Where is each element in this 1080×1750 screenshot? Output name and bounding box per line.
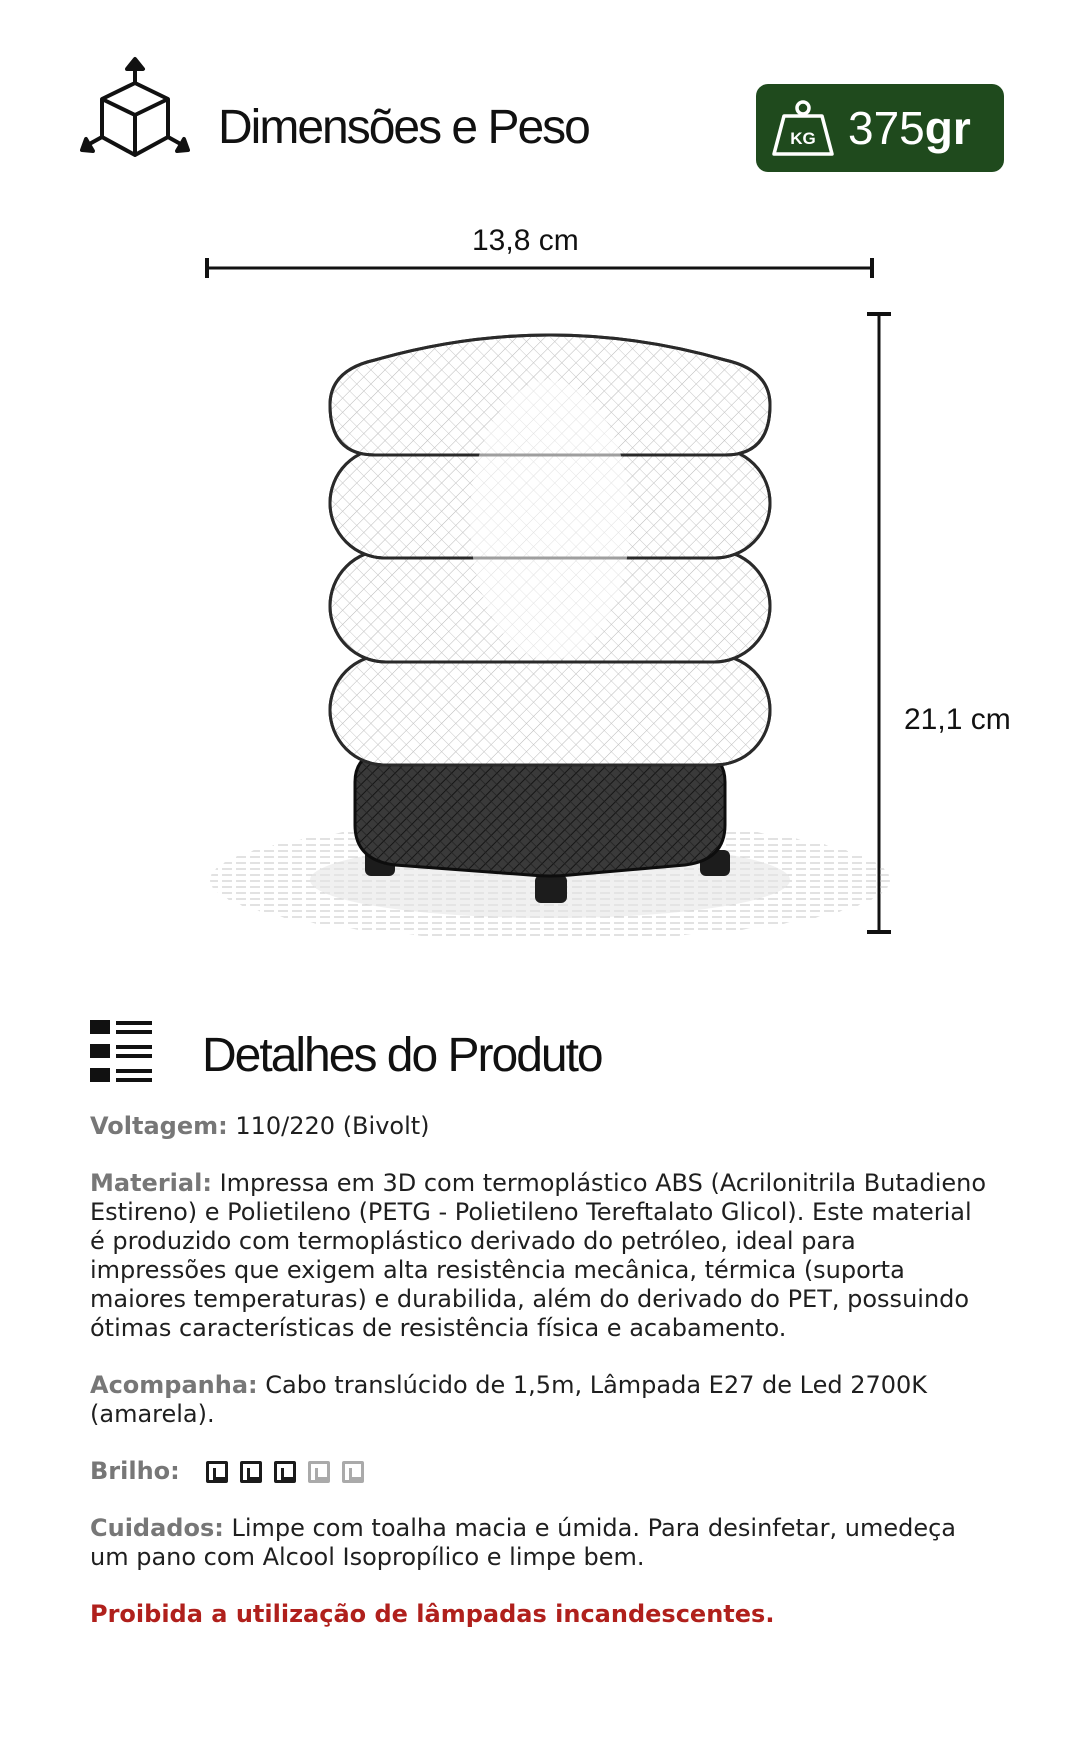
list-details-icon <box>90 1020 152 1082</box>
brightness-rating <box>206 1461 364 1483</box>
details-title: Detalhes do Produto <box>202 1029 602 1082</box>
width-dimension-line <box>200 256 880 280</box>
brilho-row: Brilho: <box>90 1457 990 1486</box>
brightness-level-icon <box>308 1461 330 1483</box>
weight-badge <box>756 84 1004 172</box>
weight-value: 375gr <box>848 102 971 154</box>
brightness-level-icon <box>240 1461 262 1483</box>
cuidados-row: Cuidados: Limpe com toalha macia e úmida. Para desinfetar, umedeça um pano com Alcool Isopropílico e limpe bem. <box>90 1514 956 1571</box>
details-section <box>90 1112 990 1657</box>
acompanha-row: Acompanha: Cabo translúcido de 1,5m, Lâmpada E27 de Led 2700K (amarela). <box>90 1371 928 1428</box>
lamp-illustration <box>180 320 900 960</box>
dimensions-title: Dimensões e Peso <box>218 101 589 154</box>
brightness-level-icon <box>206 1461 228 1483</box>
brightness-level-icon <box>274 1461 296 1483</box>
brightness-level-icon <box>342 1461 364 1483</box>
height-label: 21,1 cm <box>904 703 1011 736</box>
width-label: 13,8 cm <box>472 224 579 257</box>
material-row: Material: Impressa em 3D com termoplástico ABS (Acrilonitrila Butadieno Estireno) e Polietileno (PETG - Polietileno Tereftalato Glicol). Este material é produzido com termoplástico derivado do petróleo, ideal para impressões que exigem alta resistência mecânica, térmica (suporta maiores temperaturas) e durabilida, além do derivado do PET, possuindo ótimas características de resistência física e acabamento. <box>90 1169 987 1342</box>
svg-text:KG: KG <box>790 129 816 148</box>
box-dimensions-icon <box>80 55 190 160</box>
weight-kg-icon <box>770 98 836 158</box>
warning-text: Proibida a utilização de lâmpadas incandescentes. <box>90 1600 775 1628</box>
voltagem-row: Voltagem: 110/220 (Bivolt) <box>90 1112 430 1140</box>
